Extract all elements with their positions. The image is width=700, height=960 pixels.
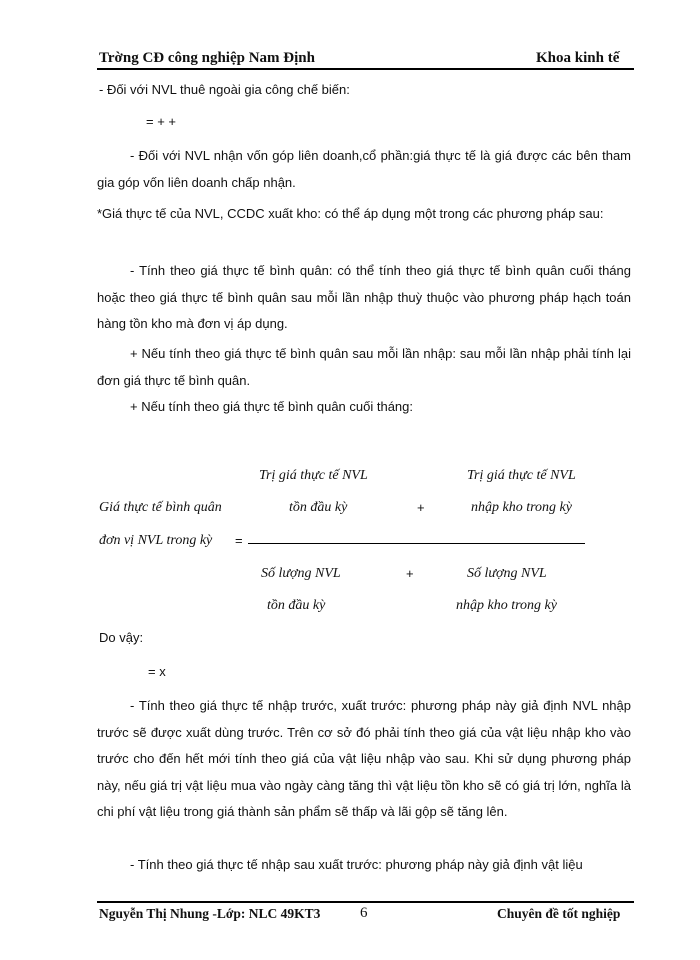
paragraph-average-method: - Tính theo giá thực tế bình quân: có thể tính theo giá thực tế bình quân cuối tháng hoặc theo giá thực tế bình quân sau mỗi lần nhập thuỳ thuộc vào phương pháp hạch toán hàng tồn kho mà đơn vị áp dụng. xyxy=(97,263,631,331)
header-department: Khoa kinh tế xyxy=(536,50,620,66)
paragraph-fifo: - Tính theo giá thực tế nhập trước, xuất trước: phương pháp này giả định NVL nhập trước sẽ được xuất dùng trước. Trên cơ sở đó phải tính theo giá của vật liệu nhập kho vào trước cho đến hết mới tính theo giá của vật liệu nhập vào sau. Khi sử dụng phương pháp này, nếu giá trị vật liệu mua vào ngày càng tăng thì vật liệu tồn kho sẽ có giá trị lớn, nghĩa là chi phí vật liệu trong giá thành sản phẩm sẽ thấp và lãi gộp sẽ tăng lên. xyxy=(97,698,631,819)
equation-therefore: = x xyxy=(148,664,166,679)
formula-numerator-plus: + xyxy=(417,500,425,515)
paragraph-issue-price: *Giá thực tế của NVL, CCDC xuất kho: có thể áp dụng một trong các phương pháp sau: xyxy=(97,206,604,221)
formula-numerator-opening-value: Trị giá thực tế NVL xyxy=(259,468,368,483)
formula-lhs-line1: Giá thực tế bình quân xyxy=(99,500,222,515)
formula-denominator-received-qty: Số lượng NVL xyxy=(467,566,547,581)
formula-numerator-received-value: Trị giá thực tế NVL xyxy=(467,468,576,483)
equation-outsourced: = + + xyxy=(146,114,176,129)
formula-equals: = xyxy=(235,533,243,548)
header-school: Trờng CĐ công nghiệp Nam Định xyxy=(99,50,315,66)
footer-author: Nguyễn Thị Nhung -Lớp: NLC 49KT3 xyxy=(99,906,321,921)
formula-denominator-plus: + xyxy=(406,566,414,581)
paragraph-after-each-receipt: + Nếu tính theo giá thực tế bình quân sau mỗi lần nhập: sau mỗi lần nhập phải tính lại đơn giá thực tế bình quân. xyxy=(97,346,631,388)
footer-title: Chuyên đề tốt nghiệp xyxy=(497,906,621,921)
footer-rule xyxy=(97,901,634,903)
formula-denominator-received-label: nhập kho trong kỳ xyxy=(456,598,557,613)
formula-numerator-received-label: nhập kho trong kỳ xyxy=(471,500,572,515)
formula-numerator-opening-label: tồn đầu kỳ xyxy=(289,500,348,515)
paragraph-lifo: - Tính theo giá thực tế nhập sau xuất trước: phương pháp này giả định vật liệu xyxy=(130,857,583,872)
paragraph-joint-venture: - Đối với NVL nhận vốn góp liên doanh,cổ phần:giá thực tế là giá được các bên tham gia góp vốn liên doanh chấp nhận. xyxy=(97,148,631,190)
header-rule xyxy=(97,68,634,70)
formula-denominator-opening-qty: Số lượng NVL xyxy=(261,566,341,581)
formula-denominator-opening-label: tồn đầu kỳ xyxy=(267,598,326,613)
footer-page-number: 6 xyxy=(360,905,368,921)
formula-fraction-bar xyxy=(248,543,585,544)
paragraph-month-end: + Nếu tính theo giá thực tế bình quân cuối tháng: xyxy=(130,399,413,414)
paragraph-outsourced: - Đối với NVL thuê ngoài gia công chế biến: xyxy=(99,82,350,97)
formula-lhs-line2: đơn vị NVL trong kỳ xyxy=(99,533,213,548)
paragraph-therefore: Do vậy: xyxy=(99,630,144,645)
